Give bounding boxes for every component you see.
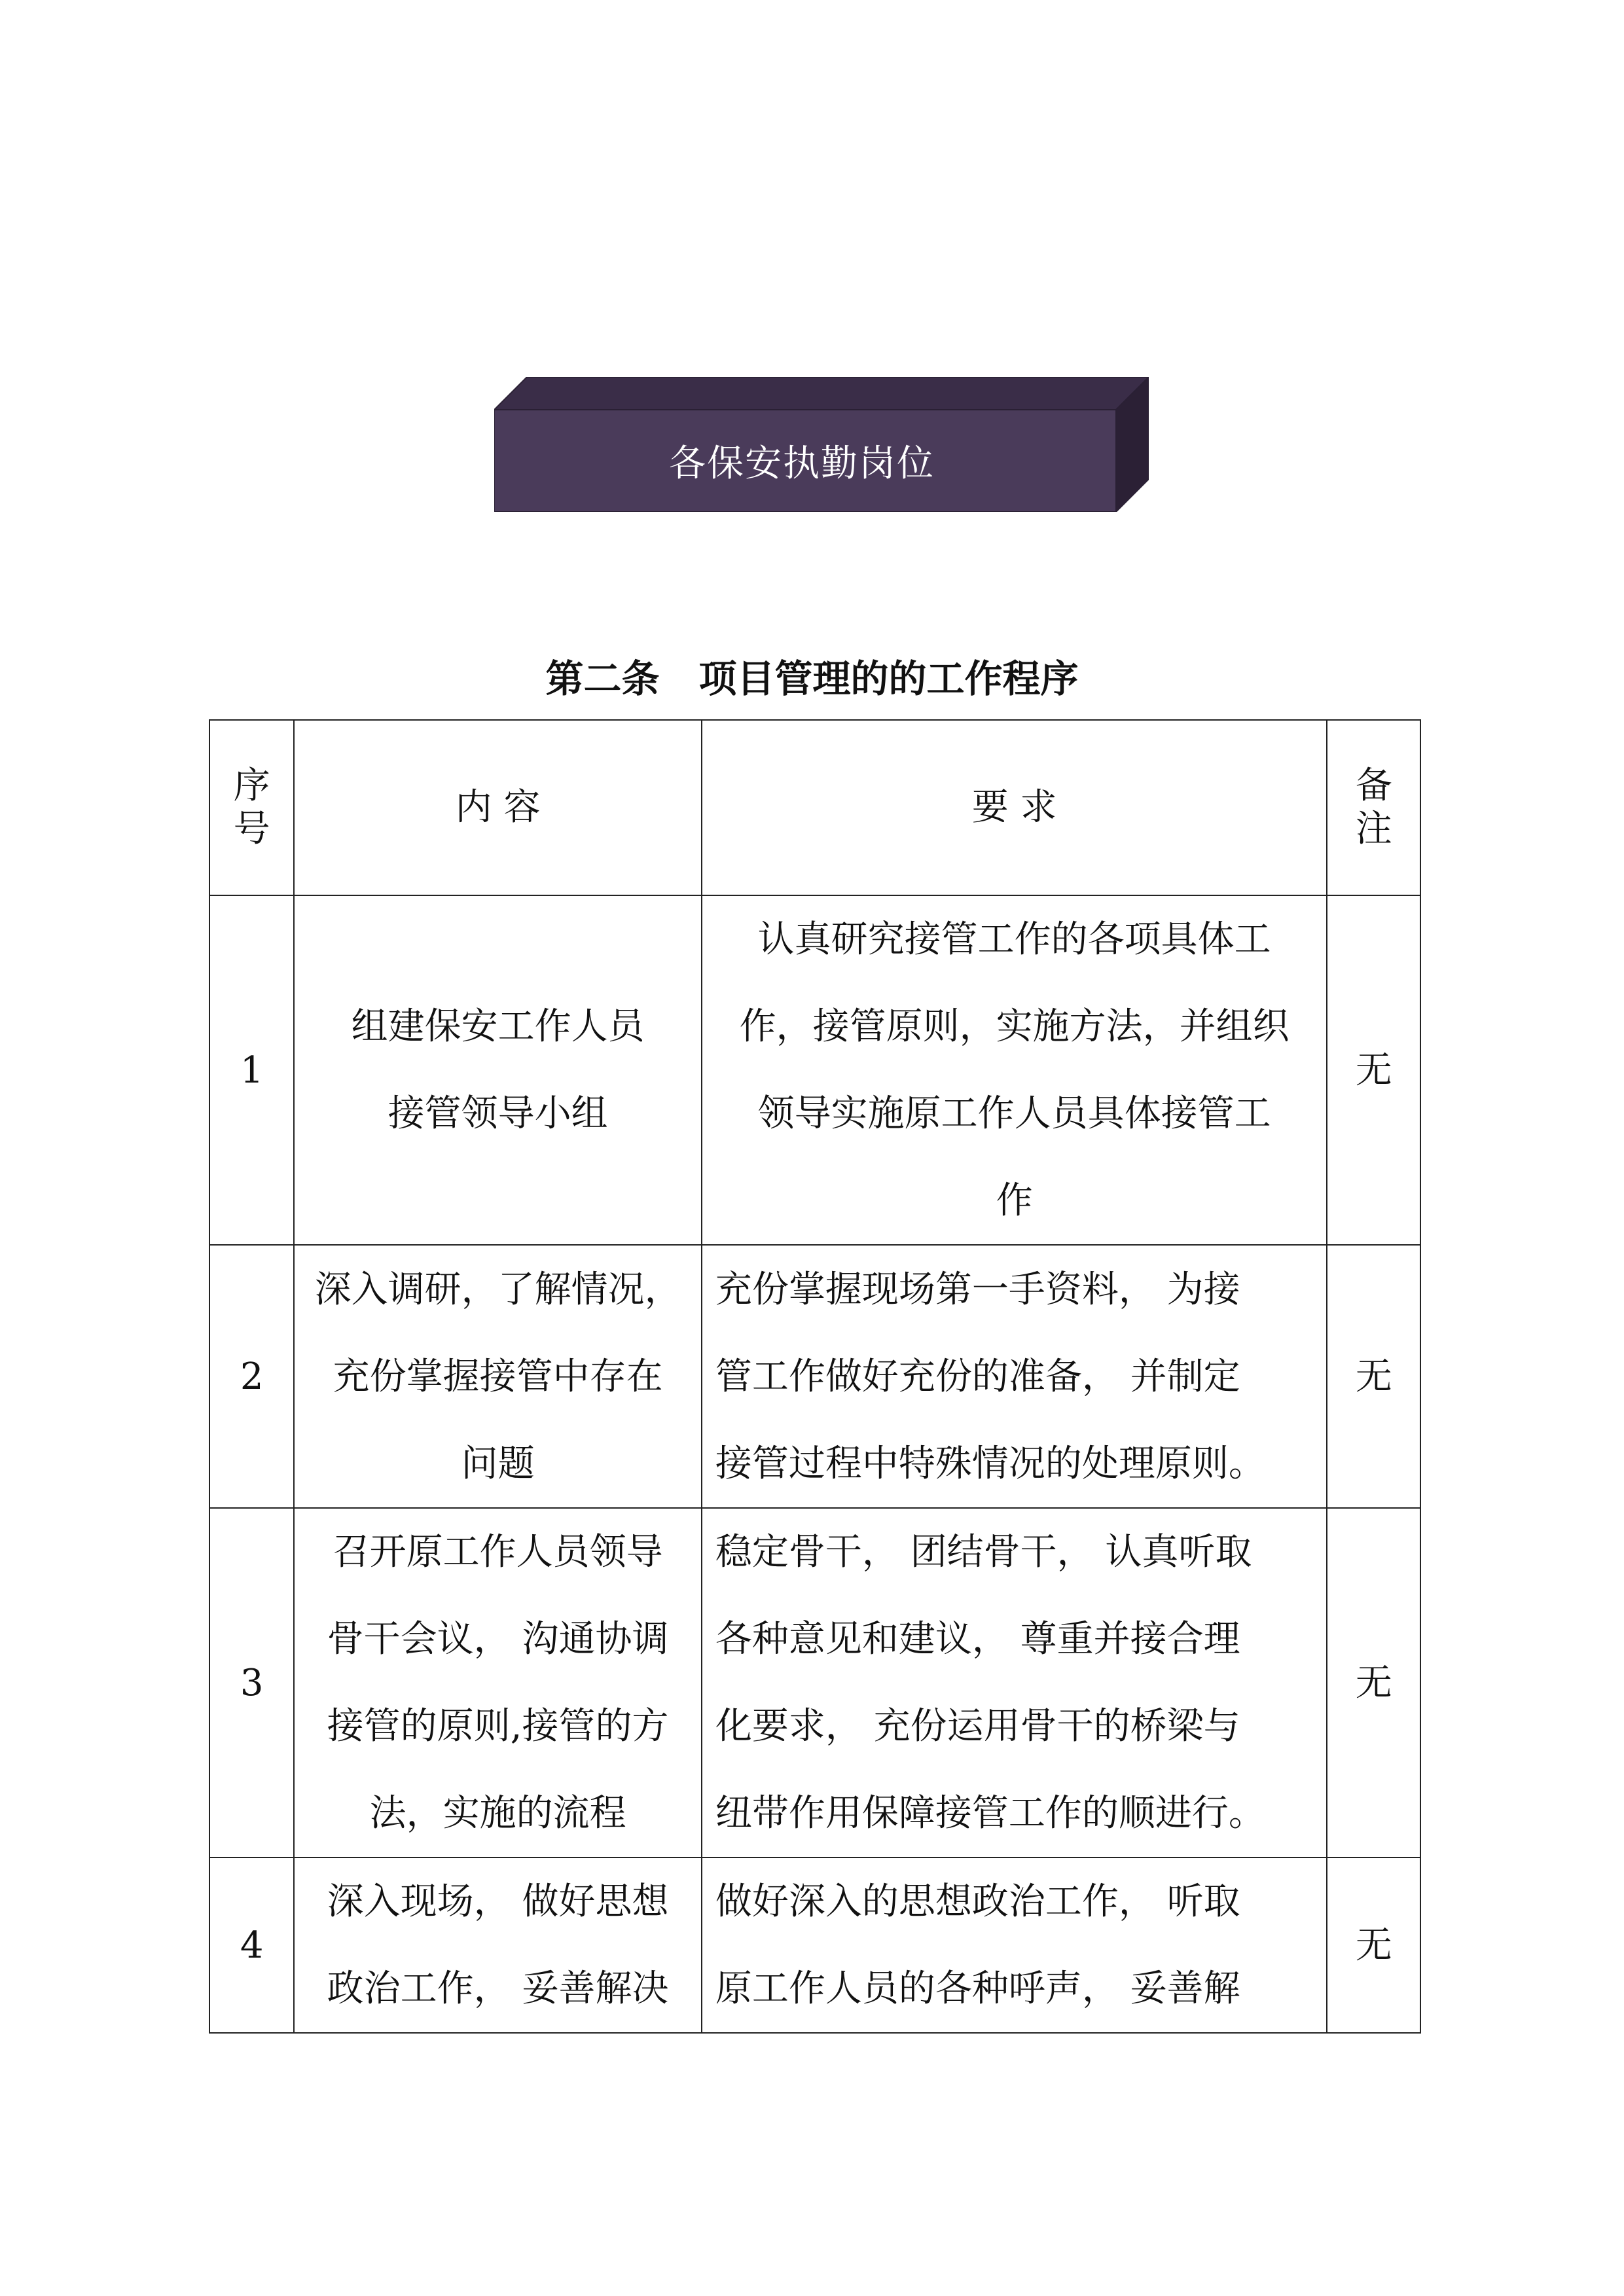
row-note: 无 (1327, 1857, 1420, 2033)
table-row (209, 1508, 1420, 1857)
header-requirement: 要 求 (702, 720, 1327, 895)
banner-title: 各保安执勤岗位 (669, 442, 935, 485)
section-heading (0, 648, 1624, 703)
row-content (294, 895, 702, 1245)
row-requirement-text: 做好深入的思想政治工作， 听取 原工作人员的各种呼声， 妥善解 (715, 1880, 1240, 2010)
row-number: 4 (209, 1857, 294, 2033)
header-no-line2: 号 (233, 808, 270, 850)
row-content (294, 1245, 702, 1508)
row-requirement-text: 充份掌握现场第一手资料， 为接 管工作做好充份的准备， 并制定 接管过程中特殊情况的处理原则。 (715, 1268, 1265, 1485)
row-content-text: 深入调研，了解情况， 充份掌握接管中存在 问题 (314, 1268, 681, 1485)
row-requirement (702, 895, 1327, 1245)
row-requirement (702, 1857, 1327, 2033)
section-title: 项目管理的的工作程序 (698, 656, 1079, 701)
row-content-text: 召开原工作人员领导 骨干会议， 沟通协调 接管的原则,接管的方 法，实施的流程 (327, 1531, 669, 1835)
table-row (209, 1245, 1420, 1508)
row-content (294, 1508, 702, 1857)
row-content-text: 组建保安工作人员 接管领导小组 (351, 1005, 645, 1135)
procedure-table (209, 719, 1421, 2034)
header-content: 内 容 (294, 720, 702, 895)
title-banner (494, 377, 1149, 512)
row-note: 无 (1327, 895, 1420, 1245)
row-requirement-text: 认真研究接管工作的各项具体工 作，接管原则，实施方法，并组织 领导实施原工作人员具体接管工 作 (739, 918, 1290, 1222)
table-row (209, 895, 1420, 1245)
row-number: 2 (209, 1245, 294, 1508)
row-content (294, 1857, 702, 2033)
row-content-text: 深入现场， 做好思想 政治工作， 妥善解决 (327, 1880, 669, 2010)
row-number: 1 (209, 895, 294, 1245)
table-header-row (209, 720, 1420, 895)
row-number: 3 (209, 1508, 294, 1857)
header-no-line1: 序 (233, 764, 270, 807)
table-row (209, 1857, 1420, 2033)
row-note: 无 (1327, 1508, 1420, 1857)
section-article: 第二条 (545, 656, 660, 701)
row-requirement (702, 1245, 1327, 1508)
header-no (209, 720, 294, 895)
header-note: 备注 (1327, 720, 1420, 895)
row-note: 无 (1327, 1245, 1420, 1508)
row-requirement (702, 1508, 1327, 1857)
row-requirement-text: 稳定骨干， 团结骨干， 认真听取 各种意见和建议， 尊重并接合理 化要求， 充份运用骨干的桥梁与 纽带作用保障接管工作的顺进行。 (715, 1531, 1265, 1835)
